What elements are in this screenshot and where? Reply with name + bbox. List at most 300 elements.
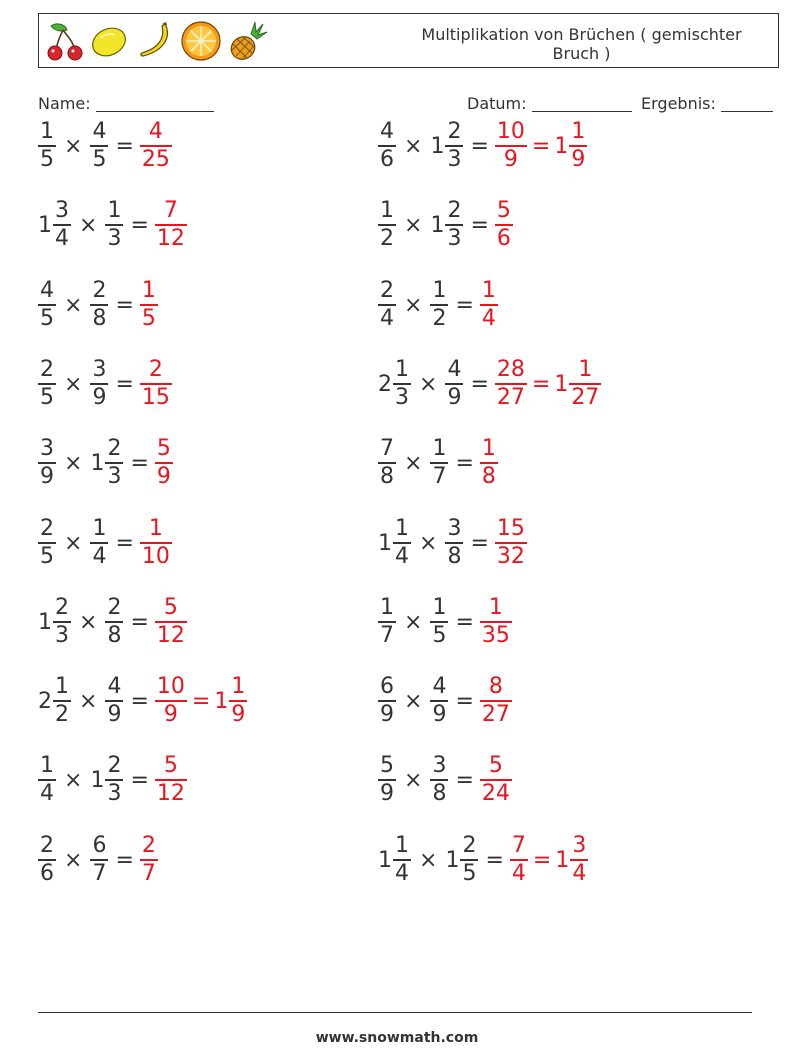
factor-b-denominator: 3 <box>107 464 122 489</box>
factor-b-fraction <box>105 755 123 805</box>
factor-b-numerator: 2 <box>107 753 122 778</box>
answer-fraction <box>480 597 512 647</box>
answer-fraction <box>495 121 527 171</box>
factor-b-denominator: 5 <box>462 861 477 886</box>
factor-a-denominator: 9 <box>380 702 394 727</box>
answer-fraction-numerator: 7 <box>511 833 526 858</box>
factor-b-numerator: 2 <box>107 595 122 620</box>
factor-a-fraction <box>38 121 56 171</box>
answer-fraction <box>155 755 187 805</box>
answer-fraction-fraction <box>140 359 172 409</box>
answer <box>495 359 601 409</box>
equals-sign: = <box>455 450 474 476</box>
answer-fraction-denominator: 5 <box>141 306 156 331</box>
factor-a-fraction <box>53 676 71 726</box>
name-label: Name: <box>38 94 91 113</box>
answer-mixed-denominator: 4 <box>572 861 587 886</box>
factor-b-fraction <box>90 518 108 568</box>
problem-item <box>378 593 512 651</box>
equals-sign: = <box>455 292 474 318</box>
answer-fraction-numerator: 15 <box>496 516 525 541</box>
answer-equals-sign: = <box>531 133 551 159</box>
answer-fraction-denominator: 15 <box>141 385 170 410</box>
equals-sign: = <box>130 767 149 793</box>
worksheet-title: Multiplikation von Brüchen ( gemischter Bruch ) <box>421 25 742 63</box>
factor-b-denominator: 3 <box>447 226 462 251</box>
factor-a-numerator: 1 <box>395 833 409 858</box>
factor-a-fraction <box>38 835 56 885</box>
answer-mixed-numerator: 1 <box>578 357 593 382</box>
answer-fraction-numerator: 1 <box>141 278 156 303</box>
factor-b-denominator: 5 <box>432 623 447 648</box>
factor-a-fraction <box>378 755 396 805</box>
problem-item <box>378 117 587 175</box>
factor-a-denominator: 2 <box>380 226 394 251</box>
equals-sign: = <box>130 688 149 714</box>
answer-fraction <box>140 359 172 409</box>
factor-a-numerator: 3 <box>40 436 54 461</box>
factor-a-fraction <box>393 518 411 568</box>
factor-b-denominator: 8 <box>432 781 447 806</box>
factor-a-denominator: 3 <box>395 385 409 410</box>
equals-sign: = <box>130 212 149 238</box>
equals-sign: = <box>115 133 134 159</box>
factor-a-numerator: 6 <box>380 674 394 699</box>
answer-fraction-denominator: 6 <box>496 226 511 251</box>
answer-fraction-fraction <box>155 200 187 250</box>
factor-a-denominator: 5 <box>40 306 54 331</box>
answer-fraction-fraction <box>510 835 528 885</box>
factor-a-numerator: 1 <box>55 674 69 699</box>
answer <box>155 438 173 488</box>
answer-fraction-denominator: 27 <box>496 385 525 410</box>
answer <box>140 835 158 885</box>
factor-b-denominator: 9 <box>92 385 107 410</box>
factor-b-numerator: 4 <box>107 674 122 699</box>
factor-a-numerator: 3 <box>55 198 69 223</box>
answer-fraction-fraction <box>480 676 512 726</box>
factor-a-fraction <box>378 597 396 647</box>
factor-a <box>38 597 71 647</box>
factor-a <box>38 200 71 250</box>
answer-mixed-whole: 1 <box>214 688 229 714</box>
factor-b-denominator: 7 <box>92 861 107 886</box>
answer-fraction-fraction <box>480 438 498 488</box>
answer-fraction-denominator: 7 <box>141 861 156 886</box>
factor-b <box>430 676 448 726</box>
factor-a-whole: 1 <box>38 609 52 635</box>
answer <box>140 359 172 409</box>
factor-b <box>430 280 448 330</box>
lemon-icon <box>89 20 129 62</box>
times-sign: × <box>64 450 83 476</box>
factor-b <box>90 280 108 330</box>
factor-a <box>378 438 396 488</box>
factor-b-denominator: 4 <box>92 544 107 569</box>
factor-a-denominator: 4 <box>380 306 394 331</box>
answer-fraction-numerator: 10 <box>496 119 525 144</box>
answer-mixed <box>555 835 588 885</box>
factor-a-numerator: 7 <box>380 436 394 461</box>
problem-item <box>378 355 601 413</box>
answer-fraction <box>480 676 512 726</box>
answer-fraction <box>495 200 513 250</box>
answer-fraction-fraction <box>140 121 172 171</box>
problem-item <box>38 514 172 572</box>
factor-b-denominator: 3 <box>107 781 122 806</box>
factor-b-fraction <box>430 280 448 330</box>
factor-b-numerator: 1 <box>432 436 447 461</box>
factor-b-numerator: 2 <box>447 198 462 223</box>
factor-a-numerator: 2 <box>380 278 394 303</box>
problem-item <box>378 276 498 334</box>
answer <box>510 835 588 885</box>
equals-sign: = <box>115 292 134 318</box>
factor-a-denominator: 4 <box>395 861 409 886</box>
answer <box>155 755 187 805</box>
factor-b <box>430 121 463 171</box>
factor-b-numerator: 2 <box>447 119 462 144</box>
equals-sign: = <box>470 530 489 556</box>
answer-fraction-denominator: 9 <box>156 464 171 489</box>
factor-a-numerator: 2 <box>55 595 69 620</box>
answer-fraction-numerator: 5 <box>163 595 178 620</box>
answer <box>495 518 527 568</box>
factor-b-numerator: 4 <box>92 119 107 144</box>
answer-mixed-denominator: 9 <box>231 702 246 727</box>
factor-b-fraction <box>105 438 123 488</box>
factor-a <box>38 438 56 488</box>
factor-a-fraction <box>378 121 396 171</box>
factor-b <box>90 359 108 409</box>
factor-a-denominator: 9 <box>380 781 394 806</box>
factor-b-numerator: 4 <box>432 674 447 699</box>
factor-a-whole: 1 <box>378 530 392 556</box>
factor-b <box>445 359 463 409</box>
factor-a-denominator: 3 <box>55 623 69 648</box>
banana-icon <box>135 20 177 62</box>
answer-mixed-whole: 1 <box>554 133 569 159</box>
answer <box>495 121 587 171</box>
factor-b-whole: 1 <box>430 133 445 159</box>
answer <box>480 280 498 330</box>
answer <box>480 676 512 726</box>
factor-b-denominator: 5 <box>92 147 107 172</box>
factor-a-fraction <box>38 438 56 488</box>
times-sign: × <box>419 530 438 556</box>
answer-fraction-fraction <box>155 676 187 726</box>
answer-fraction-fraction <box>155 597 187 647</box>
factor-a-denominator: 8 <box>380 464 394 489</box>
factor-a <box>378 676 396 726</box>
factor-b-fraction <box>105 597 123 647</box>
answer-mixed <box>554 359 601 409</box>
factor-b <box>90 755 123 805</box>
factor-a <box>378 200 396 250</box>
factor-a <box>38 676 71 726</box>
answer-fraction <box>480 438 498 488</box>
factor-a-denominator: 9 <box>40 464 54 489</box>
times-sign: × <box>64 292 83 318</box>
factor-a-denominator: 4 <box>55 226 69 251</box>
footer-url: www.snowmath.com <box>315 1030 479 1046</box>
answer-fraction-numerator: 1 <box>481 436 496 461</box>
times-sign: × <box>404 688 423 714</box>
answer-fraction-numerator: 2 <box>148 357 163 382</box>
answer <box>480 597 512 647</box>
factor-a-numerator: 1 <box>40 753 54 778</box>
answer-mixed-fraction <box>570 835 588 885</box>
factor-a <box>378 755 396 805</box>
factor-a-numerator: 1 <box>40 119 54 144</box>
times-sign: × <box>79 688 98 714</box>
factor-b-numerator: 1 <box>432 595 447 620</box>
answer <box>155 676 247 726</box>
factor-b-fraction <box>445 121 463 171</box>
factor-a-numerator: 4 <box>40 278 54 303</box>
answer <box>140 121 172 171</box>
answer-equals-sign: = <box>191 688 211 714</box>
factor-a-fraction <box>378 280 396 330</box>
score-label: Ergebnis: <box>641 94 716 113</box>
factor-b <box>105 676 123 726</box>
equals-sign: = <box>455 767 474 793</box>
problem-item <box>38 117 172 175</box>
factor-b-fraction <box>90 280 108 330</box>
pineapple-icon <box>225 20 269 62</box>
factor-b-denominator: 2 <box>432 306 447 331</box>
answer-fraction-fraction <box>140 518 172 568</box>
factor-b-numerator: 3 <box>92 357 107 382</box>
answer-fraction-numerator: 2 <box>141 833 156 858</box>
date-blank[interactable] <box>532 96 632 112</box>
times-sign: × <box>79 609 98 635</box>
factor-a-denominator: 5 <box>40 544 54 569</box>
answer-mixed-whole: 1 <box>555 847 570 873</box>
cherries-icon <box>43 20 87 62</box>
answer-fraction-fraction <box>495 518 527 568</box>
factor-a-numerator: 5 <box>380 753 394 778</box>
times-sign: × <box>419 847 438 873</box>
factor-b-numerator: 2 <box>462 833 477 858</box>
answer-fraction-denominator: 12 <box>156 781 185 806</box>
factor-b <box>430 755 448 805</box>
answer <box>495 200 513 250</box>
problem-item <box>38 196 187 254</box>
factor-a <box>38 518 56 568</box>
factor-b <box>90 835 108 885</box>
answer-fraction-fraction <box>140 280 158 330</box>
equals-sign: = <box>455 688 474 714</box>
answer-fraction-fraction <box>140 835 158 885</box>
answer-equals-sign: = <box>532 847 552 873</box>
factor-b <box>430 200 463 250</box>
answer-fraction-denominator: 4 <box>511 861 526 886</box>
problem-item <box>38 831 158 889</box>
answer-fraction <box>510 835 528 885</box>
name-blank[interactable] <box>96 96 214 112</box>
answer-fraction-numerator: 5 <box>496 198 511 223</box>
factor-a-whole: 2 <box>378 371 392 397</box>
answer-fraction-denominator: 9 <box>163 702 178 727</box>
fruit-banner <box>43 20 273 62</box>
times-sign: × <box>404 212 423 238</box>
answer-mixed-fraction <box>229 676 247 726</box>
factor-b-denominator: 8 <box>92 306 107 331</box>
answer-mixed <box>214 676 247 726</box>
answer-fraction-fraction <box>480 280 498 330</box>
answer-fraction-denominator: 27 <box>481 702 510 727</box>
answer-mixed <box>554 121 587 171</box>
answer-mixed-numerator: 1 <box>571 119 586 144</box>
answer <box>140 280 158 330</box>
factor-b-denominator: 8 <box>107 623 122 648</box>
factor-a <box>378 597 396 647</box>
answer-fraction-numerator: 1 <box>148 516 163 541</box>
factor-b-whole: 1 <box>90 767 105 793</box>
problem-item <box>378 196 513 254</box>
factor-b <box>90 121 108 171</box>
factor-a-numerator: 2 <box>40 357 54 382</box>
times-sign: × <box>64 371 83 397</box>
factor-b-fraction <box>445 359 463 409</box>
answer-fraction <box>140 121 172 171</box>
factor-b-denominator: 3 <box>107 226 122 251</box>
factor-a-fraction <box>378 200 396 250</box>
factor-b-whole: 1 <box>445 847 460 873</box>
answer-fraction <box>155 597 187 647</box>
answer-fraction-fraction <box>480 755 512 805</box>
problem-item <box>378 672 512 730</box>
factor-b <box>90 438 123 488</box>
answer-fraction-denominator: 12 <box>156 226 185 251</box>
answer-mixed-numerator: 1 <box>231 674 246 699</box>
answer-fraction-fraction <box>495 200 513 250</box>
answer-fraction-fraction <box>495 359 527 409</box>
answer-fraction-denominator: 25 <box>141 147 170 172</box>
factor-b-numerator: 1 <box>432 278 447 303</box>
answer-equals-sign: = <box>531 371 551 397</box>
factor-b <box>105 597 123 647</box>
problem-item <box>38 276 158 334</box>
answer-fraction-numerator: 10 <box>156 674 185 699</box>
answer-fraction-fraction <box>155 438 173 488</box>
answer <box>480 438 498 488</box>
factor-b-denominator: 9 <box>432 702 447 727</box>
factor-a-whole: 1 <box>38 212 52 238</box>
answer-fraction-fraction <box>480 597 512 647</box>
answer-fraction-fraction <box>495 121 527 171</box>
answer-mixed-numerator: 3 <box>572 833 587 858</box>
orange-slice-icon <box>179 20 223 62</box>
factor-b-denominator: 9 <box>447 385 462 410</box>
answer-fraction <box>495 518 527 568</box>
factor-a <box>378 121 396 171</box>
answer-mixed-fraction <box>569 359 601 409</box>
problem-item <box>38 751 187 809</box>
equals-sign: = <box>470 371 489 397</box>
times-sign: × <box>404 767 423 793</box>
score-blank[interactable] <box>721 96 773 112</box>
factor-b-numerator: 2 <box>92 278 107 303</box>
answer-fraction-numerator: 5 <box>488 753 503 778</box>
equals-sign: = <box>115 530 134 556</box>
times-sign: × <box>404 133 423 159</box>
factor-a-fraction <box>393 359 411 409</box>
problem-item <box>378 751 512 809</box>
factor-a-fraction <box>38 280 56 330</box>
factor-b-numerator: 3 <box>432 753 447 778</box>
factor-a-numerator: 2 <box>40 833 54 858</box>
times-sign: × <box>404 450 423 476</box>
problem-item <box>38 672 247 730</box>
date-field <box>467 94 632 113</box>
factor-b <box>430 597 448 647</box>
factor-a-fraction <box>38 359 56 409</box>
answer-fraction <box>140 280 158 330</box>
factor-a <box>378 835 411 885</box>
factor-b <box>105 200 123 250</box>
problem-item <box>38 593 187 651</box>
factor-a-denominator: 7 <box>380 623 394 648</box>
equals-sign: = <box>130 450 149 476</box>
answer-fraction-numerator: 5 <box>156 436 171 461</box>
factor-b-fraction <box>90 835 108 885</box>
answer-fraction <box>480 280 498 330</box>
times-sign: × <box>64 847 83 873</box>
equals-sign: = <box>115 371 134 397</box>
factor-a <box>38 835 56 885</box>
times-sign: × <box>404 609 423 635</box>
equals-sign: = <box>455 609 474 635</box>
factor-a-numerator: 4 <box>380 119 394 144</box>
factor-a-fraction <box>378 676 396 726</box>
factor-a <box>378 280 396 330</box>
factor-a-denominator: 4 <box>40 781 54 806</box>
answer-fraction <box>155 200 187 250</box>
factor-b <box>430 438 448 488</box>
factor-b-fraction <box>445 200 463 250</box>
factor-b-denominator: 3 <box>447 147 462 172</box>
answer-fraction-denominator: 12 <box>156 623 185 648</box>
equals-sign: = <box>485 847 504 873</box>
factor-b-numerator: 3 <box>447 516 462 541</box>
answer-fraction-numerator: 5 <box>163 753 178 778</box>
factor-a <box>378 518 411 568</box>
answer-fraction <box>155 438 173 488</box>
answer <box>480 755 512 805</box>
factor-b-fraction <box>430 438 448 488</box>
answer-fraction-numerator: 1 <box>481 278 496 303</box>
factor-b-fraction <box>460 835 478 885</box>
factor-a-numerator: 1 <box>395 357 409 382</box>
factor-a <box>38 121 56 171</box>
answer-fraction-denominator: 4 <box>481 306 496 331</box>
answer <box>155 597 187 647</box>
factor-a <box>378 359 411 409</box>
answer-fraction-numerator: 8 <box>488 674 503 699</box>
factor-a-numerator: 2 <box>40 516 54 541</box>
factor-a-fraction <box>378 438 396 488</box>
equals-sign: = <box>470 133 489 159</box>
factor-a-numerator: 1 <box>380 198 394 223</box>
factor-a-denominator: 2 <box>55 702 69 727</box>
answer-mixed-denominator: 9 <box>571 147 586 172</box>
factor-a-numerator: 1 <box>395 516 409 541</box>
factor-a-fraction <box>38 518 56 568</box>
answer-fraction-denominator: 35 <box>481 623 510 648</box>
answer-fraction <box>140 835 158 885</box>
